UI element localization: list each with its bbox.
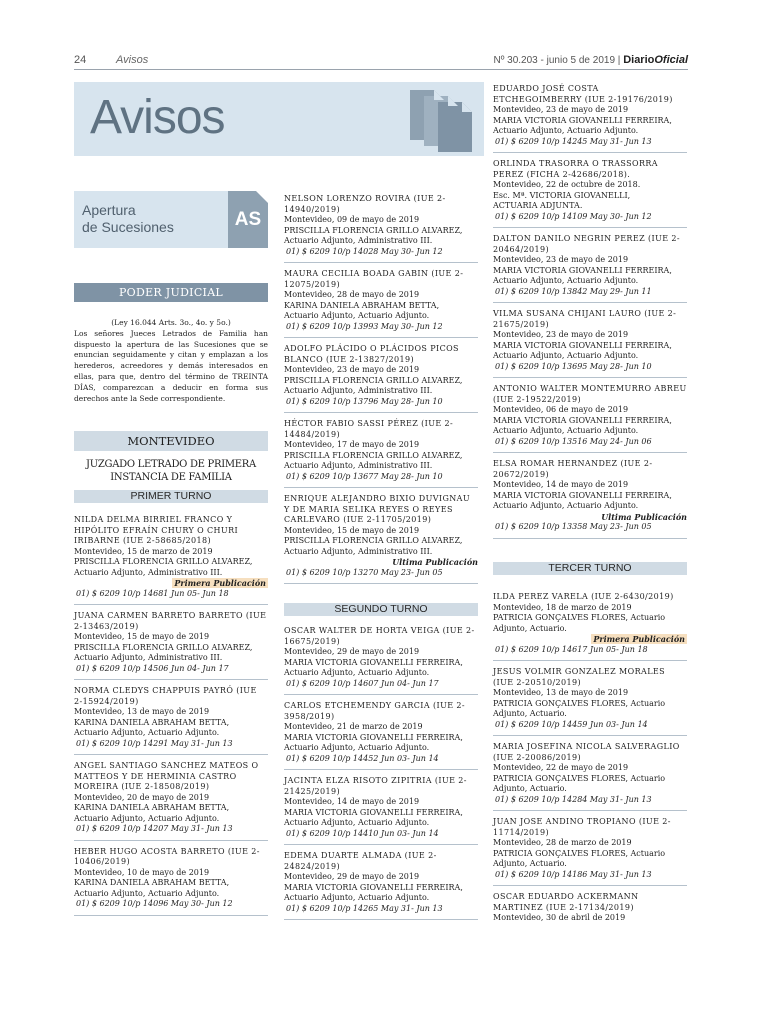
documents-icon <box>404 84 480 154</box>
notice-reference: 01) $ 6209 10/p 14265 May 31- Jun 13 <box>286 903 443 913</box>
court-heading: JUZGADO LETRADO DE PRIMERA INSTANCIA DE FAMILIA <box>86 459 256 483</box>
notice-role: Actuario Adjunto, Administrativo III. <box>284 386 433 395</box>
notice-reference: 01) $ 6209 10/p 14607 Jun 04- Jun 17 <box>286 678 439 688</box>
notice-title: OSCAR WALTER DE HORTA VEIGA (IUE 2-16675/2019) <box>284 626 475 646</box>
notice-date: Montevideo, 06 de mayo de 2019 <box>493 405 629 414</box>
notice-title: ELSA ROMAR HERNANDEZ (IUE 2-20672/2019) <box>493 459 653 479</box>
notice-role: Adjunto, Actuario. <box>493 709 567 718</box>
notice-official: PRISCILLA FLORENCIA GRILLO ALVAREZ, <box>284 375 463 385</box>
notice-role: Actuario Adjunto, Actuario Adjunto. <box>493 351 639 360</box>
notice-official: MARIA VICTORIA GIOVANELLI FERREIRA, <box>493 490 672 500</box>
notice-official: PRISCILLA FLORENCIA GRILLO ALVAREZ, <box>284 450 463 460</box>
notice-entry <box>493 892 687 929</box>
notice-role: Actuario Adjunto, Actuario Adjunto. <box>74 813 220 823</box>
notice-date: Montevideo, 13 de mayo de 2019 <box>74 707 210 716</box>
turno-heading-segundo: SEGUNDO TURNO <box>284 603 478 616</box>
notice-title: MARIA JOSEFINA NICOLA SALVERAGLIO (IUE 2-20086/2019) <box>493 742 680 762</box>
publication-tag: Primera Publicación <box>174 578 266 588</box>
notice-official: MARIA VICTORIA GIOVANELLI FERREIRA, <box>493 115 672 125</box>
poder-judicial-heading: PODER JUDICIAL <box>74 283 268 302</box>
notice-entry <box>284 494 478 584</box>
notice-official: PATRICIA GONÇALVES FLORES, Actuario <box>493 613 666 622</box>
notice-date: Montevideo, 14 de mayo de 2019 <box>284 797 420 806</box>
notice-reference: 01) $ 6209 10/p 14207 May 31- Jun 13 <box>76 824 233 833</box>
notice-entry <box>493 459 687 539</box>
notice-entry <box>74 611 268 680</box>
column-3-bottom <box>493 592 687 935</box>
law-reference: (Ley 16.044 Arts. 3o., 4o. y 5o.) <box>111 318 231 327</box>
notice-role: Actuario Adjunto, Actuario Adjunto. <box>284 311 430 320</box>
notice-role: Actuario Adjunto, Administrativo III. <box>74 653 223 662</box>
notice-official: KARINA DANIELA ABRAHAM BETTA, <box>74 803 230 812</box>
publication-tag: Ultima Publicación <box>392 557 478 567</box>
notice-official: MARIA VICTORIA GIOVANELLI FERREIRA, <box>493 415 672 425</box>
notice-date: Montevideo, 29 de mayo de 2019 <box>284 647 420 656</box>
notice-official: MARIA VICTORIA GIOVANELLI FERREIRA, <box>493 265 672 275</box>
notice-reference: 01) $ 6209 10/p 14284 May 31- Jun 13 <box>495 794 652 804</box>
notice-date: Montevideo, 22 de mayo de 2019 <box>493 763 629 772</box>
notice-reference: 01) $ 6209 10/p 14617 Jun 05- Jun 18 <box>495 644 648 654</box>
notice-entry <box>74 847 268 916</box>
notice-reference: 01) $ 6209 10/p 13842 May 29- Jun 11 <box>495 286 652 296</box>
notice-title: EDEMA DUARTE ALMADA (IUE 2-24824/2019) <box>284 851 437 871</box>
notice-entry <box>493 309 687 378</box>
notice-title: JUAN JOSE ANDINO TROPIANO (IUE 2-11714/2019) <box>493 817 671 837</box>
notice-role: Actuario Adjunto, Actuario Adjunto. <box>284 743 430 752</box>
notice-date: Montevideo, 22 de octubre de 2018. <box>493 180 641 189</box>
notice-entry <box>493 384 687 453</box>
notice-reference: 01) $ 6209 10/p 14410 Jun 03- Jun 14 <box>286 828 439 838</box>
notice-reference: 01) $ 6209 10/p 13695 May 28- Jun 10 <box>495 361 652 371</box>
notice-date: Montevideo, 23 de mayo de 2019 <box>493 105 629 114</box>
notice-title: ORLINDA TRASORRA O TRASSORRA PEREZ (FICHA 2-42686/2018). <box>493 159 658 179</box>
page-number: 24 <box>74 54 87 66</box>
notice-entry <box>493 592 687 661</box>
notice-role: Actuario Adjunto, Actuario Adjunto. <box>284 893 430 902</box>
notice-official: Esc. Mª. VICTORIA GIOVANELLI, <box>493 190 631 200</box>
notice-title: CARLOS ETCHEMENDY GARCIA (IUE 2-3958/2019) <box>284 701 465 721</box>
notice-date: Montevideo, 21 de marzo de 2019 <box>284 722 423 731</box>
notice-reference: 01) $ 6209 10/p 13270 May 23- Jun 05 <box>286 567 443 577</box>
notice-official: MARIA VICTORIA GIOVANELLI FERREIRA, <box>284 882 463 892</box>
notice-entry <box>493 817 687 886</box>
notice-reference: 01) $ 6209 10/p 14291 May 31- Jun 13 <box>76 738 233 748</box>
notice-official: MARIA VICTORIA GIOVANELLI FERREIRA, <box>284 657 463 667</box>
notice-entry <box>284 344 478 413</box>
notice-title: VILMA SUSANA CHIJANI LAURO (IUE 2-21675/2019) <box>493 309 677 329</box>
notice-role: Actuario Adjunto, Actuario Adjunto. <box>493 126 639 135</box>
notice-official: PATRICIA GONÇALVES FLORES, Actuario <box>493 698 666 708</box>
notice-title: NORMA CLEDYS CHAPPUIS PAYRÓ (IUE 2-15924/2019) <box>74 686 257 706</box>
page-header <box>74 52 688 70</box>
notice-role: Actuario Adjunto, Actuario Adjunto. <box>493 426 639 435</box>
corner-fold <box>256 191 268 203</box>
notice-official: MARIA VICTORIA GIOVANELLI FERREIRA, <box>284 807 463 817</box>
notice-date: Montevideo, 30 de abril de 2019 <box>493 913 626 922</box>
notice-reference: 01) $ 6209 10/p 13516 May 24- Jun 06 <box>495 436 652 446</box>
notice-title: OSCAR EDUARDO ACKERMANN MARTINEZ (IUE 2-17134/2019) <box>493 892 639 912</box>
city-heading: MONTEVIDEO <box>74 431 268 451</box>
intro-text <box>74 318 268 404</box>
turno-heading-tercero: TERCER TURNO <box>493 562 687 575</box>
notice-date: Montevideo, 13 de mayo de 2019 <box>493 688 629 697</box>
column-3-top <box>493 84 687 545</box>
notice-title: ADOLFO PLÁCIDO O PLÁCIDOS PICOS BLANCO (IUE 2-13827/2019) <box>284 344 459 364</box>
banner-title: Avisos <box>90 91 225 144</box>
notice-title: ANTONIO WALTER MONTEMURRO ABREU (IUE 2-19522/2019) <box>493 384 687 404</box>
notice-date: Montevideo, 23 de mayo de 2019 <box>493 330 629 339</box>
notice-role: Actuario Adjunto, Administrativo III. <box>74 567 223 577</box>
notice-reference: 01) $ 6209 10/p 14681 Jun 05- Jun 18 <box>76 588 229 598</box>
section-banner <box>74 82 484 156</box>
column-1 <box>74 515 268 922</box>
notice-role: Adjunto, Actuario. <box>493 859 567 868</box>
notice-title: ENRIQUE ALEJANDRO BIXIO DUVIGNAU Y DE MARIA SELIKA REYES O REYES CARLEVARO (IUE 2-11705/2019) <box>284 494 470 524</box>
section-box-title: Apertura de Sucesiones <box>82 202 174 235</box>
column-2-top <box>284 194 478 590</box>
notice-title: EDUARDO JOSÉ COSTA ETCHEGOIMBERRY (IUE 2-19176/2019) <box>493 84 673 104</box>
notice-official: MARIA VICTORIA GIOVANELLI FERREIRA, <box>284 732 463 742</box>
notice-entry <box>74 515 268 605</box>
notice-official: KARINA DANIELA ABRAHAM BETTA, <box>74 878 230 887</box>
notice-reference: 01) $ 6209 10/p 13358 May 23- Jun 05 <box>495 522 652 531</box>
notice-official: PATRICIA GONÇALVES FLORES, Actuario <box>493 773 666 783</box>
notice-title: JESUS VOLMIR GONZALEZ MORALES (IUE 2-20510/2019) <box>493 667 666 687</box>
notice-date: Montevideo, 15 de marzo de 2019 <box>74 546 213 556</box>
notice-official: PRISCILLA FLORENCIA GRILLO ALVAREZ, <box>74 642 253 652</box>
notice-date: Montevideo, 20 de mayo de 2019 <box>74 792 210 802</box>
publication-tag: Ultima Publicación <box>601 511 687 522</box>
notice-role: Actuario Adjunto, Actuario Adjunto. <box>493 501 639 510</box>
notice-title: ILDA PEREZ VARELA (IUE 2-6430/2019) <box>493 592 674 601</box>
notice-role: Adjunto, Actuario. <box>493 623 567 633</box>
notice-title: JACINTA ELZA RISOTO ZIPITRIA (IUE 2-21425/2019) <box>284 776 467 796</box>
notice-role: Actuario Adjunto, Administrativo III. <box>284 236 433 245</box>
notice-official: PRISCILLA FLORENCIA GRILLO ALVAREZ, <box>74 557 253 566</box>
issue-info <box>494 54 689 66</box>
notice-title: JUANA CARMEN BARRETO BARRETO (IUE 2-13463/2019) <box>74 611 267 631</box>
notice-title: DALTON DANILO NEGRIN PEREZ (IUE 2-20464/2019) <box>493 234 680 254</box>
notice-official: KARINA DANIELA ABRAHAM BETTA, <box>74 717 230 727</box>
notice-reference: 01) $ 6209 10/p 14506 Jun 04- Jun 17 <box>76 663 229 673</box>
notice-entry <box>493 159 687 228</box>
notice-reference: 01) $ 6209 10/p 14109 May 30- Jun 12 <box>495 211 652 221</box>
notice-entry <box>493 84 687 153</box>
notice-reference: 01) $ 6209 10/p 14245 May 31- Jun 13 <box>495 136 652 146</box>
notice-official: KARINA DANIELA ABRAHAM BETTA, <box>284 300 440 310</box>
notice-title: HÉCTOR FABIO SASSI PÉREZ (IUE 2-14484/2019) <box>284 419 454 439</box>
notice-entry <box>284 851 478 920</box>
turno-heading-primero: PRIMER TURNO <box>74 490 268 503</box>
notice-date: Montevideo, 18 de marzo de 2019 <box>493 602 632 612</box>
notice-date: Montevideo, 28 de marzo de 2019 <box>493 838 632 847</box>
section-tag: AS <box>228 191 268 248</box>
notice-reference: 01) $ 6209 10/p 14186 May 31- Jun 13 <box>495 869 652 879</box>
notice-date: Montevideo, 15 de mayo de 2019 <box>74 632 210 641</box>
notice-official: PRISCILLA FLORENCIA GRILLO ALVAREZ, <box>284 536 463 545</box>
notice-entry <box>284 701 478 770</box>
section-box <box>74 191 268 248</box>
notice-date: Montevideo, 10 de mayo de 2019 <box>74 867 210 877</box>
notice-title: HEBER HUGO ACOSTA BARRETO (IUE 2-10406/2019) <box>74 846 260 866</box>
notice-title: MAURA CECILIA BOADA GABIN (IUE 2-12075/2019) <box>284 269 464 289</box>
notice-role: Actuario Adjunto, Actuario Adjunto. <box>74 888 220 898</box>
notice-entry <box>284 194 478 263</box>
notice-role: Actuario Adjunto, Administrativo III. <box>284 546 433 556</box>
publication-tag: Primera Publicación <box>593 634 685 644</box>
notice-title: NILDA DELMA BIRRIEL FRANCO Y HIPÓLITO EFRAÍN CHURY O CHURI IRIBARNE (IUE 2-58685/2018) <box>74 515 239 545</box>
notice-entry <box>493 667 687 736</box>
notice-role: Actuario Adjunto, Actuario Adjunto. <box>284 668 430 677</box>
notice-entry <box>493 234 687 303</box>
notice-entry <box>74 761 268 841</box>
notice-role: Actuario Adjunto, Actuario Adjunto. <box>74 728 220 737</box>
notice-role: Actuario Adjunto, Actuario Adjunto. <box>284 818 430 827</box>
section-name: Avisos <box>116 54 149 66</box>
notice-reference: 01) $ 6209 10/p 14452 Jun 03- Jun 14 <box>286 753 439 763</box>
notice-role: Actuario Adjunto, Actuario Adjunto. <box>493 276 639 285</box>
notice-official: PRISCILLA FLORENCIA GRILLO ALVAREZ, <box>284 225 463 235</box>
intro-paragraph: Los señores Jueces Letrados de Familia han dispuesto la apertura de las Sucesiones que se enuncian seguidamente y citan y emplazan a los herederos, acreedores y demás interesados en ellas, para que, dentro del término de TREINTA DÍAS, comparezcan a deducir en forma sus derechos ante la Sede correspondiente. <box>74 328 268 403</box>
notice-reference: 01) $ 6209 10/p 14459 Jun 03- Jun 14 <box>495 719 648 729</box>
notice-entry <box>284 269 478 338</box>
notice-role: Adjunto, Actuario. <box>493 784 567 793</box>
notice-date: Montevideo, 09 de mayo de 2019 <box>284 215 420 224</box>
notice-official: MARIA VICTORIA GIOVANELLI FERREIRA, <box>493 340 672 350</box>
notice-entry <box>74 686 268 755</box>
notice-date: Montevideo, 29 de mayo de 2019 <box>284 872 420 881</box>
notice-reference: 01) $ 6209 10/p 14096 May 30- Jun 12 <box>76 899 233 908</box>
notice-role: ACTUARIA ADJUNTA. <box>493 201 583 210</box>
notice-reference: 01) $ 6209 10/p 13677 May 28- Jun 10 <box>286 471 443 481</box>
notice-date: Montevideo, 14 de mayo de 2019 <box>493 480 629 489</box>
publication-logo: DiarioOficial <box>623 54 688 66</box>
column-2-bottom <box>284 626 478 926</box>
notice-official: PATRICIA GONÇALVES FLORES, Actuario <box>493 848 666 858</box>
notice-date: Montevideo, 28 de mayo de 2019 <box>284 290 420 299</box>
notice-entry <box>284 776 478 845</box>
notice-date: Montevideo, 23 de mayo de 2019 <box>284 365 420 374</box>
notice-entry <box>284 626 478 695</box>
notice-date: Montevideo, 23 de mayo de 2019 <box>493 255 629 264</box>
notice-reference: 01) $ 6209 10/p 14028 May 30- Jun 12 <box>286 246 443 256</box>
notice-date: Montevideo, 15 de mayo de 2019 <box>284 525 420 535</box>
notice-title: ANGEL SANTIAGO SANCHEZ MATEOS O MATTEOS Y DE HERMINIA CASTRO MOREIRA (IUE 2-18508/2019) <box>74 761 259 791</box>
notice-entry <box>284 419 478 488</box>
notice-reference: 01) $ 6209 10/p 13796 May 28- Jun 10 <box>286 396 443 406</box>
notice-role: Actuario Adjunto, Administrativo III. <box>284 461 433 470</box>
notice-reference: 01) $ 6209 10/p 13993 May 30- Jun 12 <box>286 321 443 331</box>
notice-title: NELSON LORENZO ROVIRA (IUE 2-14940/2019) <box>284 194 446 214</box>
issue-number: Nº 30.203 - junio 5 de 2019 | <box>493 55 621 66</box>
notice-entry <box>493 742 687 811</box>
notice-date: Montevideo, 17 de mayo de 2019 <box>284 440 420 449</box>
